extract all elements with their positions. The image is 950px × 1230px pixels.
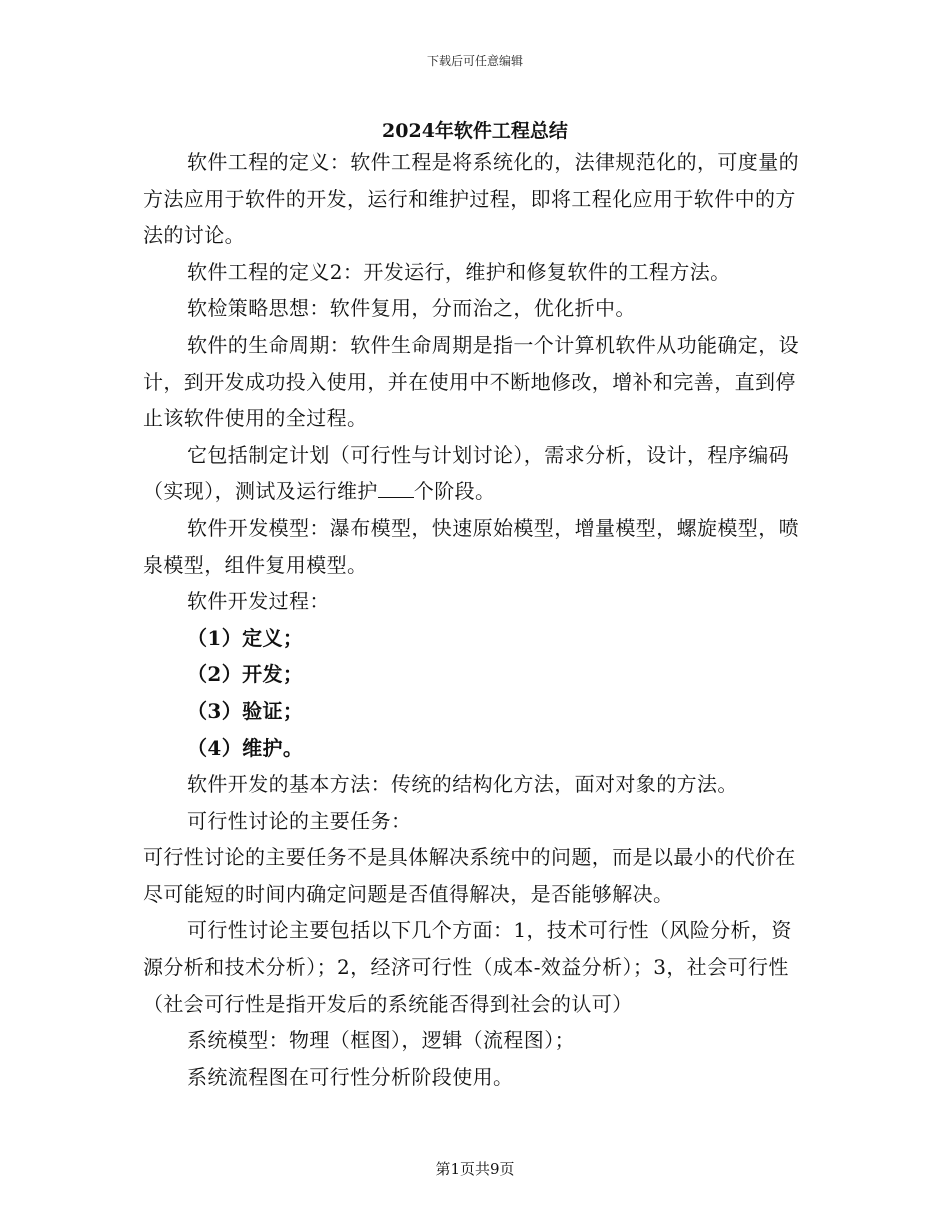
paragraph-definition: 软件工程的定义：软件工程是将系统化的，法律规范化的，可度量的方法应用于软件的开发，运行和维护过程，即将工程化应用于软件中的方法的讨论。 — [143, 150, 799, 248]
process-step: （2）开发； — [187, 662, 304, 687]
process-step: （3）验证； — [187, 698, 304, 723]
header-note: 下载后可任意编辑 — [426, 54, 523, 68]
paragraph-feasibility-task: 可行性讨论的主要任务不是具体解决系统中的问题，而是以最小的代价在尽可能短的时间内确定问题是否值得解决，是否能够解决。 — [143, 845, 796, 906]
process-step: （1）定义； — [187, 625, 304, 650]
paragraph-feasibility-heading: 可行性讨论的主要任务： — [187, 808, 412, 833]
paragraph-dev-models: 软件开发模型：瀑布模型，快速原始模型，增量模型，螺旋模型，喷泉模型，组件复用模型。 — [143, 515, 799, 577]
page-number: 第1页共9页 — [435, 1160, 515, 1178]
process-step: （4）维护。 — [187, 735, 304, 760]
paragraph-basic-methods: 软件开发的基本方法：传统的结构化方法，面对对象的方法。 — [187, 772, 738, 797]
document-title: 2024年软件工程总结 — [382, 120, 568, 142]
stages-text-before: 它包括制定计划（可行性与计划讨论），需求分析，设计，程序编码（实现），测试及运行维护 — [143, 442, 789, 504]
paragraph-feasibility-aspects: 可行性讨论主要包括以下几个方面：1，技术可行性（风险分析，资源分析和技术分析）；2，经济可行性（成本-效益分析）；3，社会可行性（社会可行性是指开发后的系统能否得到社会的认可） — [143, 918, 792, 1016]
paragraph-lifecycle: 软件的生命周期：软件生命周期是指一个计算机软件从功能确定，设计，到开发成功投入使用，并在使用中不断地修改，增补和完善，直到停止该软件使用的全过程。 — [143, 332, 799, 431]
document-body — [143, 144, 811, 1095]
fill-in-blank — [378, 479, 414, 498]
paragraph-dev-process: 软件开发过程： — [187, 589, 330, 614]
paragraph-definition-2: 软件工程的定义2：开发运行，维护和修复软件的工程方法。 — [187, 259, 731, 284]
paragraph-lifecycle-stages — [143, 437, 811, 510]
paragraph-strategy: 软检策略思想：软件复用，分而治之，优化折中。 — [187, 296, 636, 321]
paragraph-flowchart: 系统流程图在可行性分析阶段使用。 — [187, 1064, 514, 1089]
paragraph-system-model: 系统模型：物理（框图），逻辑（流程图）； — [187, 1028, 575, 1053]
stages-text-after: 个阶段。 — [413, 479, 496, 504]
